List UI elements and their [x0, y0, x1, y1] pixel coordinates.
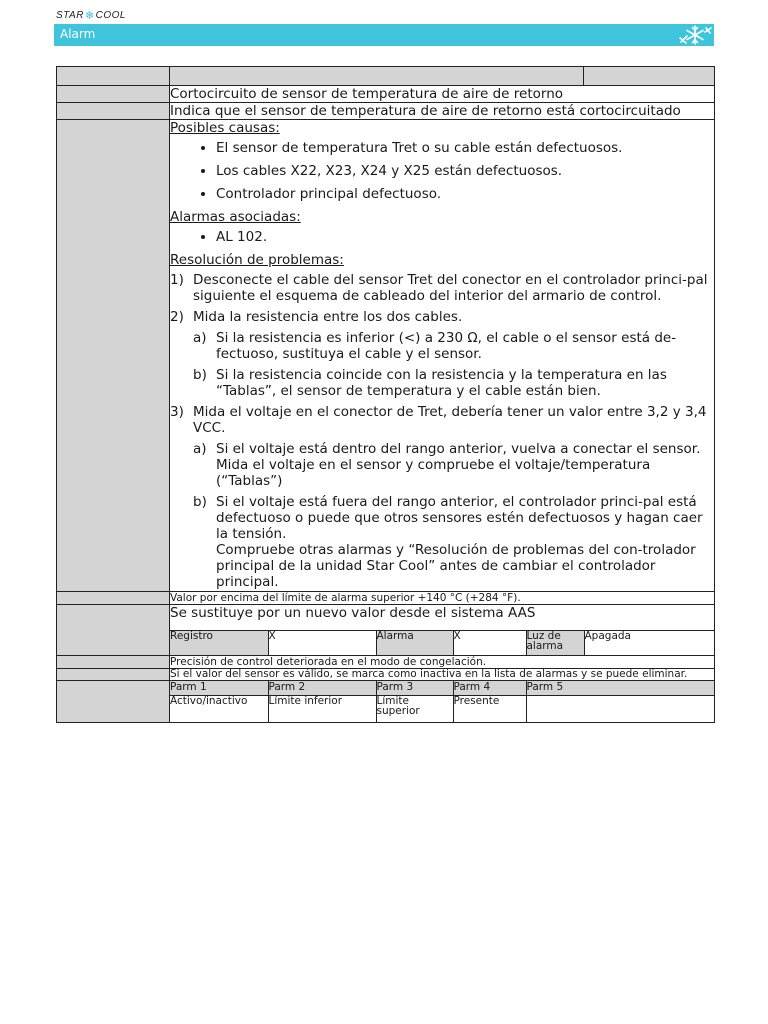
details-row: [57, 120, 715, 592]
troubleshoot-heading: Resolución de problemas:: [170, 252, 344, 268]
sub-step-item: a) Si la resistencia es inferior (<) a 230 Ω, el cable o el sensor está de-fectuoso, sustituya el cable y el sensor.: [193, 330, 677, 362]
param-value: Activo/inactivo: [170, 696, 268, 723]
param-header: Parm 2: [268, 681, 376, 696]
alarm-details: [170, 120, 715, 592]
luz-label: Luz de alarma: [526, 631, 584, 656]
alarm-name: Cortocircuito de sensor de temperatura de aire de retorno: [170, 86, 715, 103]
causes-list: [170, 140, 714, 202]
sub-steps: [193, 330, 714, 399]
cause-item: • Controlador principal defectuoso.: [216, 186, 714, 202]
brand-logo: [56, 8, 126, 22]
registro-label: Registro: [170, 631, 268, 656]
related-list: [170, 229, 714, 245]
alarm-description: Indica que el sensor de temperatura de aire de retorno está cortocircuitado: [170, 103, 715, 120]
action-text: Se sustituye por un nuevo valor desde el sistema AAS: [170, 605, 536, 621]
related-heading: Alarmas asociadas:: [170, 209, 301, 225]
param-value: [526, 696, 714, 723]
reset-row: [57, 669, 715, 681]
param-header: Parm 5: [526, 681, 714, 696]
step-item: 3) Mida el voltaje en el conector de Tret, debería tener un valor entre 3,2 y 3,4 VCC. a) Si el voltaje está dentro del rango anterior, vuelva a conectar el sensor. Mida el voltaje en el sensor y compruebe el voltaje/temperatura (“Tablas”) b) Si el voltaje está fuera del rango anterior, el controlador princi-pal está defectuoso o puede que otros sensores estén defectuosos y hagan caer la tensión. Compruebe otras alarmas y “Resolución de problemas del con-trolador principal de la unidad Star Cool” antes de cambiar el controlador principal.: [170, 404, 714, 590]
trigger-row: [57, 592, 715, 605]
alarma-label: Alarma: [376, 631, 453, 656]
snowflake-logo-icon: ❄: [84, 9, 95, 22]
logo-text-right: COOL: [95, 9, 126, 21]
param-value: Límite superior: [376, 696, 453, 723]
param-header: Parm 1: [170, 681, 268, 696]
param-value: Límite inferior: [268, 696, 376, 723]
reset-text: Si el valor del sensor es válido, se marca como inactiva en la lista de alarmas y se puede eliminar.: [170, 669, 715, 681]
alarm-header-row: [57, 67, 715, 86]
cause-item: • El sensor de temperatura Tret o su cable están defectuosos.: [216, 140, 714, 156]
param-value: Presente: [453, 696, 526, 723]
sub-step-note: Compruebe otras alarmas y “Resolución de problemas del con-trolador principal de la unidad Star Cool” antes de cambiar el controlador principal.: [216, 542, 696, 590]
section-title: Alarm: [60, 27, 96, 41]
name-row: [57, 86, 715, 103]
cause-item: • Los cables X22, X23, X24 y X25 están defectuosos.: [216, 163, 714, 179]
related-item: • AL 102.: [216, 229, 714, 245]
alarm-table: [56, 66, 715, 723]
code-cell: [170, 67, 583, 85]
consequence-text: Precisión de control deteriorada en el modo de congelación.: [170, 656, 715, 669]
sub-steps: [193, 441, 714, 590]
params-row: [57, 681, 715, 723]
causes-heading: Posibles causas:: [170, 120, 280, 136]
param-header: Parm 4: [453, 681, 526, 696]
params-grid: [170, 681, 714, 722]
param-header: Parm 3: [376, 681, 453, 696]
header-inner: [170, 67, 714, 85]
troubleshoot-steps: [170, 272, 714, 590]
code-label-cell: [57, 67, 170, 86]
snowflake-icon: [678, 24, 712, 46]
consequence-row: [57, 656, 715, 669]
step-item: 1) Desconecte el cable del sensor Tret del conector en el controlador princi-pal siguiente el esquema de cableado del interior del armario de control.: [170, 272, 708, 304]
sub-step-item: b) Si la resistencia coincide con la resistencia y la temperatura en las “Tablas”, el sensor de temperatura y el cable están bien.: [193, 367, 667, 399]
luz-value: Apagada: [584, 631, 714, 656]
sub-step-item: a) Si el voltaje está dentro del rango anterior, vuelva a conectar el sensor. Mida el voltaje en el sensor y compruebe el voltaje/temperatura (“Tablas”): [193, 441, 701, 489]
trigger-text: Valor por encima del límite de alarma superior +140 °C (+284 °F).: [170, 592, 715, 605]
section-header-bar: [54, 24, 714, 46]
logo-text-left: STAR: [56, 9, 84, 21]
action-row: [57, 605, 715, 656]
sub-step-item: b) Si el voltaje está fuera del rango anterior, el controlador princi-pal está defectuoso o puede que otros sensores estén defectuosos y hagan caer la tensión. Compruebe otras alarmas y “Resolución de problemas del con-trolador principal de la unidad Star Cool” antes de cambiar el controlador principal.: [193, 494, 714, 590]
registro-value: X: [268, 631, 376, 656]
step-item: 2) Mida la resistencia entre los dos cables. a) Si la resistencia es inferior (<) a 230 Ω, el cable o el sensor está de-fectuoso, sustituya el cable y el sensor. b) Si la resistencia coincide con la resistencia y la temperatura en las “Tablas”, el sensor de temperatura y el cable están bien.: [170, 309, 714, 399]
alarma-value: X: [453, 631, 526, 656]
class-cell: [583, 67, 714, 85]
action-grid: [170, 630, 714, 655]
description-row: [57, 103, 715, 120]
